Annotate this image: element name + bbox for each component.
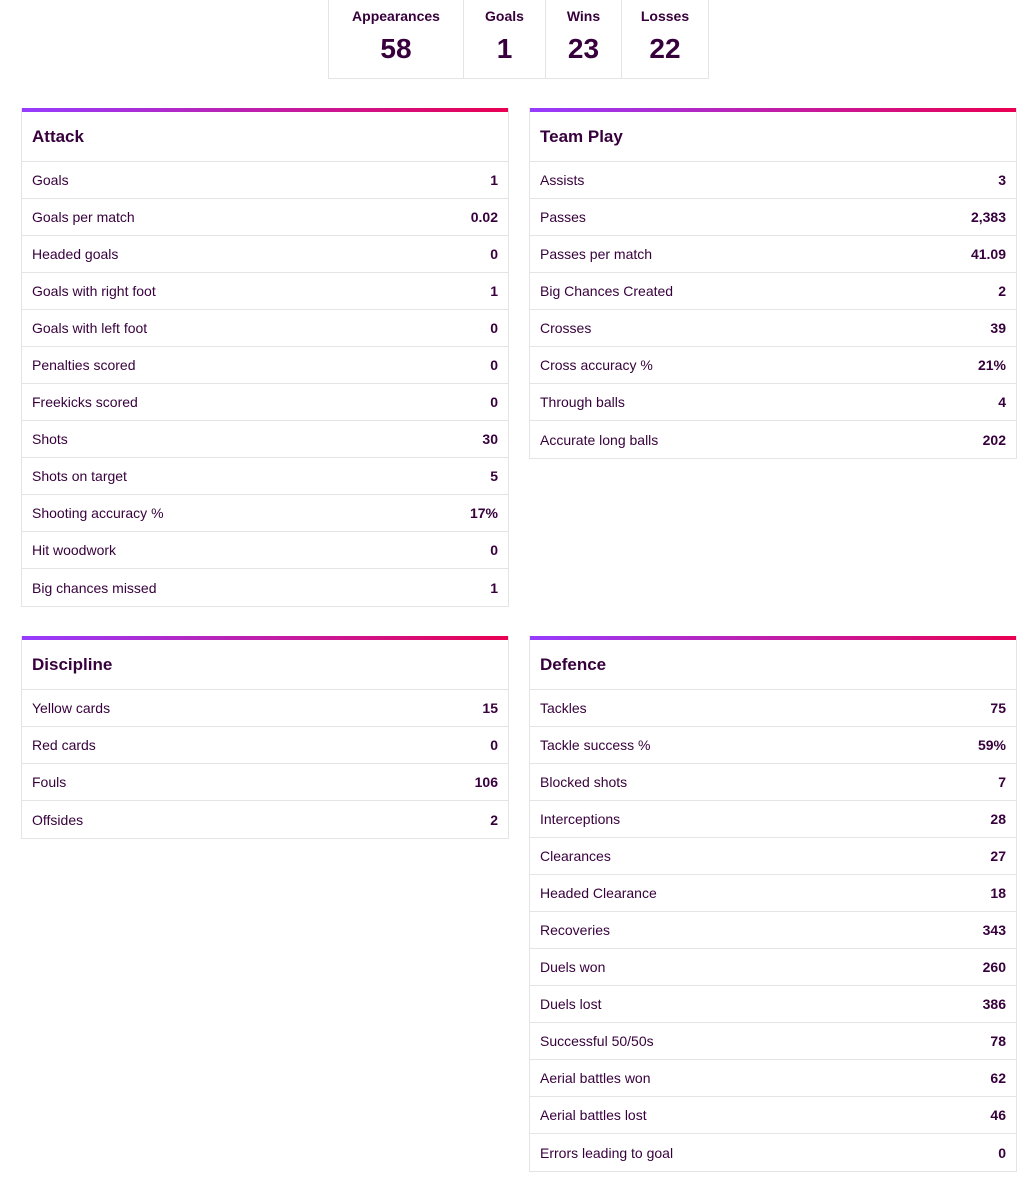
panel-title: Defence [530, 640, 1016, 690]
stat-value: 28 [990, 811, 1006, 827]
stat-label: Freekicks scored [32, 394, 138, 410]
stat-row [22, 532, 508, 569]
stat-label: Hit woodwork [32, 542, 117, 558]
stat-label: Goals with right foot [32, 283, 156, 299]
stat-row [530, 162, 1016, 199]
stat-value: 62 [990, 1070, 1006, 1086]
stat-value: 0 [490, 542, 498, 558]
stat-row [530, 727, 1016, 764]
panel-title: Attack [22, 112, 508, 162]
stat-value: 78 [990, 1033, 1006, 1049]
stat-value: 106 [474, 774, 498, 790]
stat-label: Recoveries [540, 922, 611, 938]
stat-label: Errors leading to goal [540, 1144, 674, 1161]
stat-value: 41.09 [970, 246, 1006, 262]
stat-row [530, 1134, 1016, 1171]
stat-value: 0 [490, 320, 498, 336]
stat-label: Goals with left foot [32, 320, 148, 336]
stat-value: 30 [482, 431, 498, 447]
stat-value: 0.02 [470, 209, 498, 225]
summary-value: 1 [496, 33, 513, 64]
summary-goals [464, 0, 546, 78]
stat-label: Yellow cards [32, 700, 111, 716]
stat-label: Accurate long balls [540, 431, 659, 448]
stat-row [22, 347, 508, 384]
stat-value: 2 [998, 283, 1006, 299]
stat-value: 0 [998, 1144, 1006, 1161]
stat-value: 46 [990, 1107, 1006, 1123]
stat-row [530, 875, 1016, 912]
stat-label: Big Chances Created [540, 283, 674, 299]
panel-title: Team Play [530, 112, 1016, 162]
stat-label: Aerial battles won [540, 1070, 651, 1086]
stat-value: 39 [990, 320, 1006, 336]
stat-label: Tackles [540, 700, 587, 716]
stat-label: Shots on target [32, 468, 127, 484]
stat-label: Passes per match [540, 246, 653, 262]
stat-value: 202 [982, 431, 1006, 448]
panel-title: Discipline [22, 640, 508, 690]
stat-row [530, 801, 1016, 838]
stat-row [530, 273, 1016, 310]
stat-list [530, 690, 1016, 1171]
summary-losses [622, 0, 708, 78]
stat-row [530, 764, 1016, 801]
stat-row [22, 801, 508, 838]
stat-row [22, 495, 508, 532]
stat-row [22, 273, 508, 310]
stat-value: 0 [490, 394, 498, 410]
summary-label: Losses [640, 8, 690, 24]
summary-strip [328, 0, 709, 79]
stat-value: 7 [998, 774, 1006, 790]
stat-label: Assists [540, 172, 585, 188]
stat-value: 3 [998, 172, 1006, 188]
stat-label: Headed Clearance [540, 885, 657, 901]
stat-label: Cross accuracy % [540, 357, 653, 373]
stat-value: 17% [469, 505, 498, 521]
stat-value: 386 [982, 996, 1006, 1012]
discipline-panel [21, 636, 509, 839]
stat-row [530, 1097, 1016, 1134]
stat-label: Aerial battles lost [540, 1107, 647, 1123]
stat-value: 1 [490, 283, 498, 299]
stat-value: 18 [990, 885, 1006, 901]
stat-row [22, 727, 508, 764]
stat-row [530, 986, 1016, 1023]
stat-row [22, 199, 508, 236]
stat-row [530, 949, 1016, 986]
stat-row [22, 421, 508, 458]
stat-row [530, 912, 1016, 949]
stat-value: 1 [490, 579, 498, 596]
stat-value: 0 [490, 246, 498, 262]
stat-label: Goals [32, 172, 69, 188]
stat-row [22, 690, 508, 727]
summary-appearances [329, 0, 464, 78]
stat-value: 27 [990, 848, 1006, 864]
stat-value: 1 [490, 172, 498, 188]
stat-label: Blocked shots [540, 774, 628, 790]
stat-label: Clearances [540, 848, 611, 864]
stat-label: Through balls [540, 394, 625, 410]
stat-row [530, 690, 1016, 727]
stat-value: 5 [490, 468, 498, 484]
summary-value: 22 [649, 33, 681, 64]
stat-row [22, 569, 508, 606]
summary-label: Goals [485, 8, 524, 24]
summary-value: 23 [567, 33, 600, 64]
summary-value: 58 [380, 33, 412, 64]
stat-value: 260 [982, 959, 1006, 975]
stat-value: 4 [998, 394, 1006, 410]
attack-panel [21, 108, 509, 607]
stat-row [22, 384, 508, 421]
stat-list [22, 690, 508, 838]
summary-label: Appearances [352, 8, 440, 24]
stat-row [530, 310, 1016, 347]
stat-label: Red cards [32, 737, 96, 753]
stat-label: Offsides [32, 811, 84, 828]
stat-label: Successful 50/50s [540, 1033, 654, 1049]
stat-row [530, 1023, 1016, 1060]
stat-row [22, 764, 508, 801]
stat-value: 21% [977, 357, 1006, 373]
summary-label: Wins [566, 8, 601, 24]
stat-label: Penalties scored [32, 357, 136, 373]
stat-row [22, 162, 508, 199]
teamplay-panel [529, 108, 1017, 459]
stat-value: 343 [982, 922, 1006, 938]
stat-value: 15 [482, 700, 498, 716]
defence-panel [529, 636, 1017, 1172]
stat-label: Fouls [32, 774, 67, 790]
stat-value: 75 [990, 700, 1006, 716]
stat-label: Passes [540, 209, 586, 225]
stat-value: 2,383 [970, 209, 1006, 225]
stat-row [530, 347, 1016, 384]
stat-label: Shots [32, 431, 68, 447]
stat-label: Shooting accuracy % [32, 505, 164, 521]
stat-row [530, 384, 1016, 421]
stat-row [530, 1060, 1016, 1097]
stat-value: 0 [490, 737, 498, 753]
stat-row [22, 236, 508, 273]
stat-label: Goals per match [32, 209, 135, 225]
stat-label: Big chances missed [32, 579, 157, 596]
stat-row [22, 458, 508, 495]
stat-list [22, 162, 508, 606]
stat-row [530, 236, 1016, 273]
summary-wins [546, 0, 622, 78]
stat-label: Interceptions [540, 811, 621, 827]
stat-label: Tackle success % [540, 737, 651, 753]
stat-row [22, 310, 508, 347]
stat-row [530, 838, 1016, 875]
stat-value: 2 [490, 811, 498, 828]
stat-value: 0 [490, 357, 498, 373]
stat-value: 59% [977, 737, 1006, 753]
stat-row [530, 421, 1016, 458]
stat-label: Duels won [540, 959, 606, 975]
stat-label: Crosses [540, 320, 592, 336]
stat-label: Headed goals [32, 246, 119, 262]
stat-row [530, 199, 1016, 236]
stat-label: Duels lost [540, 996, 602, 1012]
stat-list [530, 162, 1016, 458]
